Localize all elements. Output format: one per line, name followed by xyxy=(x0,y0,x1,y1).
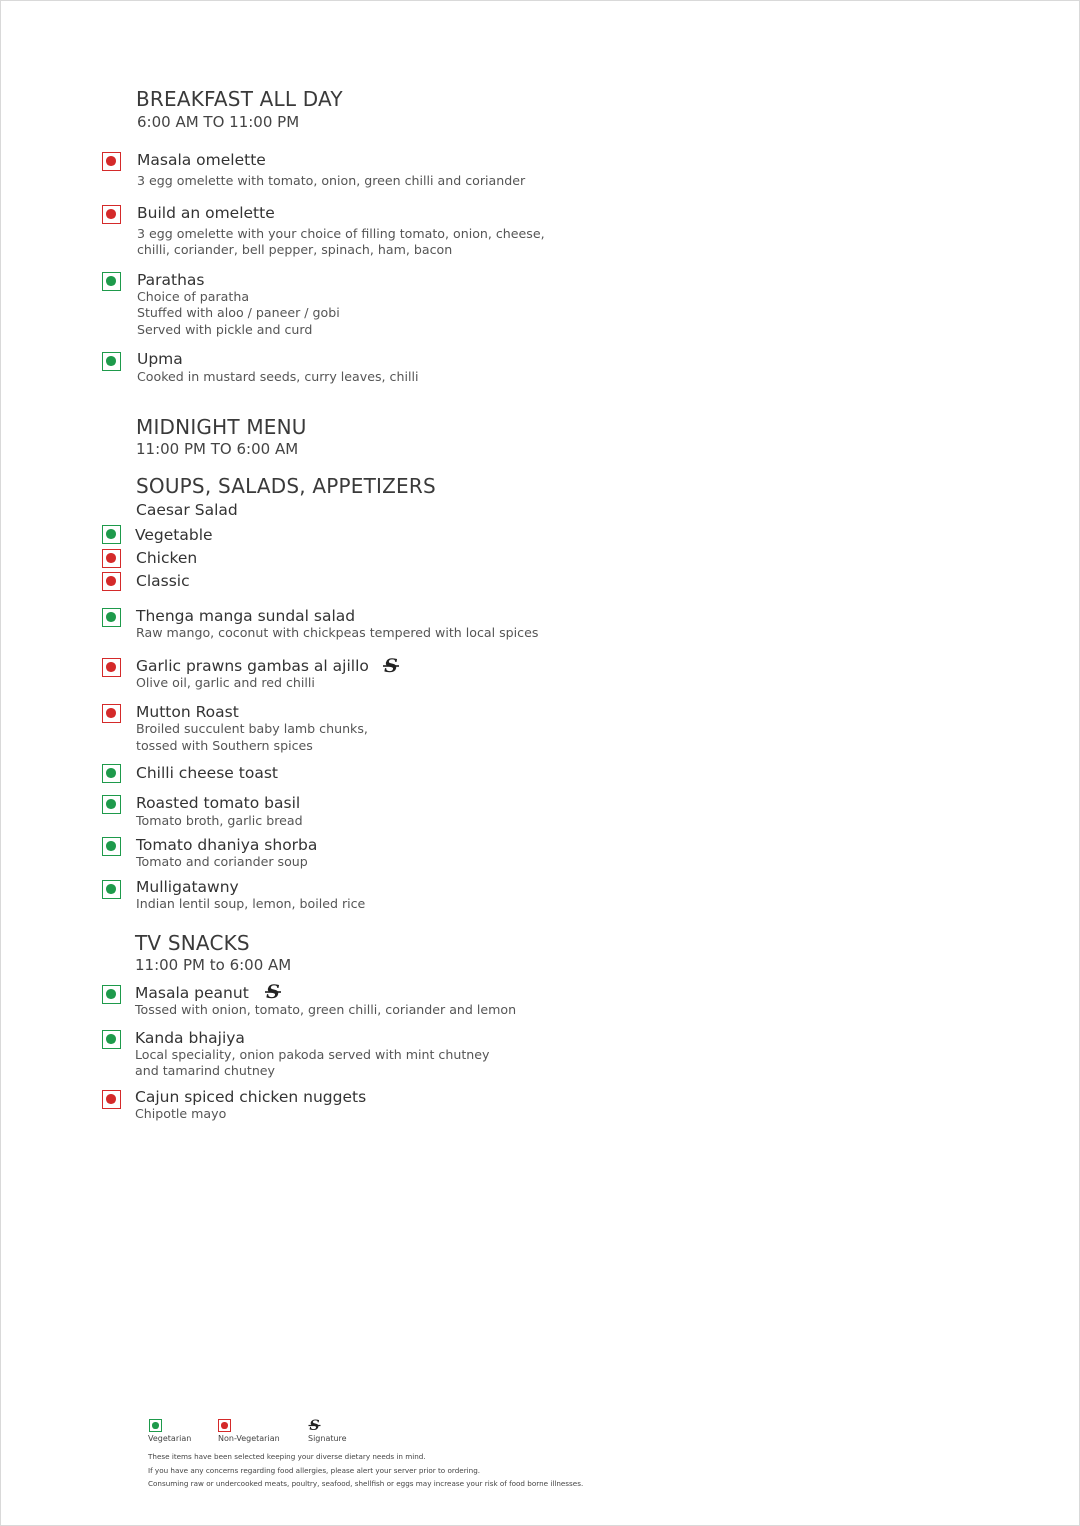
item-name: Thenga manga sundal salad xyxy=(136,607,356,625)
item-desc: Tomato broth, garlic bread xyxy=(136,813,303,828)
item-name: Upma xyxy=(137,350,183,368)
item-desc: Served with pickle and curd xyxy=(137,322,313,337)
breakfast-title: BREAKFAST ALL DAY xyxy=(136,87,343,111)
item-desc: Tomato and coriander soup xyxy=(136,854,308,869)
item-desc: Olive oil, garlic and red chilli xyxy=(136,675,315,690)
item-desc: Stuffed with aloo / paneer / gobi xyxy=(137,305,340,320)
nonveg-mark-icon xyxy=(102,152,121,171)
nonveg-mark-icon xyxy=(102,1090,121,1109)
item-desc: Chipotle mayo xyxy=(135,1106,227,1121)
item-desc: tossed with Southern spices xyxy=(136,738,313,753)
item-name: Parathas xyxy=(137,271,205,289)
tv-snacks-title: TV SNACKS xyxy=(135,931,250,955)
veg-mark-icon xyxy=(102,837,121,856)
caesar-title: Caesar Salad xyxy=(136,501,238,519)
option-name: Classic xyxy=(136,572,190,590)
veg-mark-icon xyxy=(102,272,121,291)
item-desc: chilli, coriander, bell pepper, spinach, ham, bacon xyxy=(137,242,453,257)
item-desc: Tossed with onion, tomato, green chilli, coriander and lemon xyxy=(135,1002,517,1017)
raw-food-note: Consuming raw or undercooked meats, poultry, seafood, shellfish or eggs may increase your risk of food borne illnesses. xyxy=(148,1479,584,1488)
nonveg-mark-icon xyxy=(102,549,121,568)
item-desc: Broiled succulent baby lamb chunks, xyxy=(136,721,368,736)
item-desc: Indian lentil soup, lemon, boiled rice xyxy=(136,896,366,911)
legend-signature-label: Signature xyxy=(308,1434,347,1443)
item-name: Masala omelette xyxy=(137,151,266,169)
allergy-note: If you have any concerns regarding food allergies, please alert your server prior to ordering. xyxy=(148,1466,481,1475)
veg-mark-icon xyxy=(102,795,121,814)
soups-title: SOUPS, SALADS, APPETIZERS xyxy=(136,474,436,498)
nonveg-mark-icon xyxy=(102,205,121,224)
veg-mark-icon xyxy=(102,985,121,1004)
veg-mark-icon xyxy=(102,880,121,899)
item-name: Masala peanut xyxy=(135,984,249,1002)
nonveg-mark-icon xyxy=(102,658,121,677)
item-desc: 3 egg omelette with tomato, onion, green chilli and coriander xyxy=(137,173,526,188)
legend-nonveg-label: Non-Vegetarian xyxy=(218,1434,280,1443)
nonveg-mark-icon xyxy=(218,1419,231,1432)
veg-mark-icon xyxy=(102,608,121,627)
item-name: Kanda bhajiya xyxy=(135,1029,245,1047)
option-name: Chicken xyxy=(136,549,198,567)
midnight-time: 11:00 PM TO 6:00 AM xyxy=(136,440,299,458)
breakfast-time: 6:00 AM TO 11:00 PM xyxy=(137,113,300,131)
veg-mark-icon xyxy=(102,764,121,783)
svg-text:S: S xyxy=(384,656,398,676)
item-desc: and tamarind chutney xyxy=(135,1063,276,1078)
item-desc: Choice of paratha xyxy=(137,289,250,304)
option-name: Vegetable xyxy=(135,526,213,544)
veg-mark-icon xyxy=(149,1419,162,1432)
veg-mark-icon xyxy=(102,525,121,544)
item-name: Chilli cheese toast xyxy=(136,764,278,782)
midnight-title: MIDNIGHT MENU xyxy=(136,415,307,439)
item-name: Cajun spiced chicken nuggets xyxy=(135,1088,367,1106)
item-desc: Raw mango, coconut with chickpeas tempered with local spices xyxy=(136,625,539,640)
svg-text:S: S xyxy=(309,1418,320,1433)
signature-icon xyxy=(263,982,283,1002)
item-desc: Cooked in mustard seeds, curry leaves, chilli xyxy=(137,369,419,384)
veg-mark-icon xyxy=(102,1030,121,1049)
legend-veg-label: Vegetarian xyxy=(148,1434,192,1443)
nonveg-mark-icon xyxy=(102,572,121,591)
tv-snacks-time: 11:00 PM to 6:00 AM xyxy=(135,956,292,974)
item-name: Tomato dhaniya shorba xyxy=(136,836,318,854)
svg-text:S: S xyxy=(266,982,280,1002)
signature-icon xyxy=(307,1418,322,1433)
item-name: Mulligatawny xyxy=(136,878,239,896)
item-name: Mutton Roast xyxy=(136,703,239,721)
item-name: Garlic prawns gambas al ajillo xyxy=(136,657,369,675)
veg-mark-icon xyxy=(102,352,121,371)
item-desc: 3 egg omelette with your choice of filling tomato, onion, cheese, xyxy=(137,226,545,241)
dietary-note: These items have been selected keeping your diverse dietary needs in mind. xyxy=(148,1452,426,1461)
item-name: Roasted tomato basil xyxy=(136,794,301,812)
signature-icon xyxy=(381,656,401,676)
nonveg-mark-icon xyxy=(102,704,121,723)
item-desc: Local speciality, onion pakoda served with mint chutney xyxy=(135,1047,490,1062)
item-name: Build an omelette xyxy=(137,204,275,222)
